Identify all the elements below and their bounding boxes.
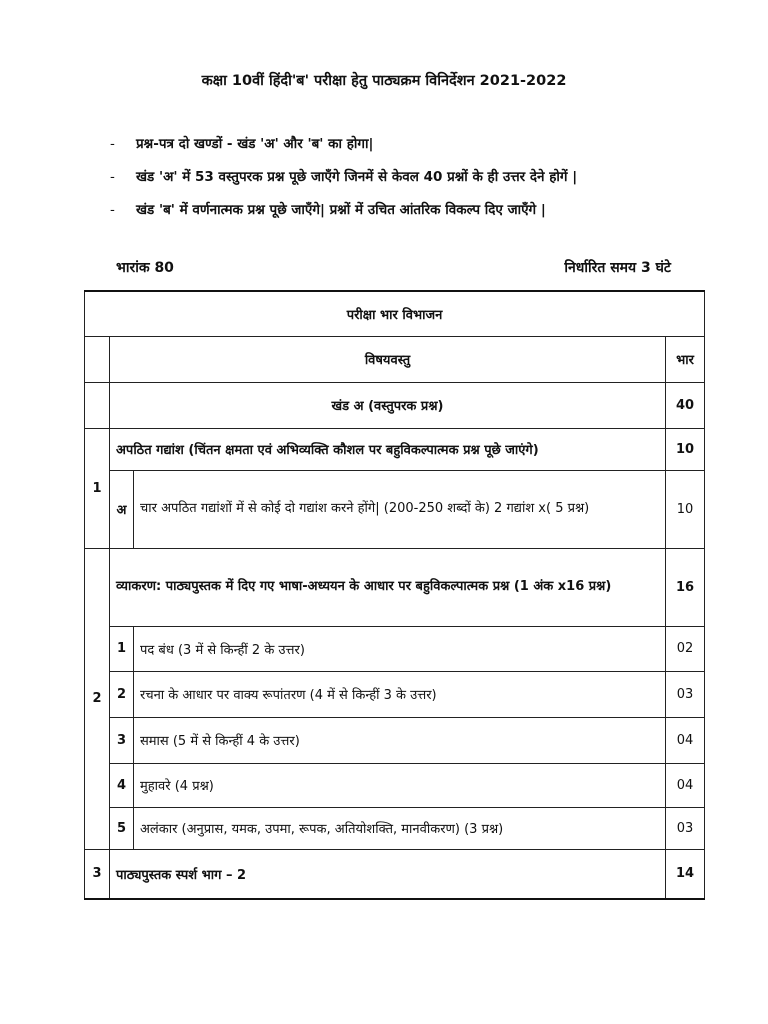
sub-item-text: रचना के आधार पर वाक्य रूपांतरण (4 में से किन्हीं 3 के उत्तर) <box>134 671 666 717</box>
total-marks: भारांक 80 <box>116 260 174 276</box>
item-title: व्याकरण: पाठ्यपुस्तक में दिए गए भाषा-अध्ययन के आधार पर बहुविकल्पात्मक प्रश्न (1 अंक x16 प्रश्न) <box>110 548 666 626</box>
section-a-label: खंड अ (वस्तुपरक प्रश्न) <box>110 382 666 428</box>
sub-item-number: 3 <box>110 717 134 763</box>
weightage-table <box>84 290 705 900</box>
sub-item-weight: 04 <box>666 717 705 763</box>
item-title: अपठित गद्यांश (चिंतन क्षमता एवं अभिव्यक्ति कौशल पर बहुविकल्पात्मक प्रश्न पूछे जाएंगे) <box>110 428 666 470</box>
table-row <box>85 626 705 671</box>
section-a-row <box>85 382 705 428</box>
table-row <box>85 470 705 548</box>
table-row <box>85 849 705 899</box>
bullet-marker: - <box>110 202 115 218</box>
header-weight: भार <box>666 336 705 382</box>
sub-item-text: समास (5 में से किन्हीं 4 के उत्तर) <box>134 717 666 763</box>
item-number: 1 <box>85 428 110 548</box>
sub-item-text: मुहावरे (4 प्रश्न) <box>134 763 666 807</box>
sub-item-number: 1 <box>110 626 134 671</box>
item-weight: 10 <box>666 428 705 470</box>
section-a-weight: 40 <box>666 382 705 428</box>
sub-item-weight: 03 <box>666 671 705 717</box>
table-row <box>85 717 705 763</box>
table-row <box>85 807 705 849</box>
sub-item-number: अ <box>110 470 134 548</box>
bullet-marker: - <box>110 169 115 185</box>
item-number: 2 <box>85 548 110 849</box>
document-title: कक्षा 10वीं हिंदी'ब' परीक्षा हेतु पाठ्यक्रम विनिर्देशन 2021-2022 <box>201 73 567 89</box>
item-title: पाठ्यपुस्तक स्पर्श भाग – 2 <box>110 849 666 899</box>
instruction-item <box>108 128 728 161</box>
sub-item-text: अलंकार (अनुप्रास, यमक, उपमा, रूपक, अतियोशक्ति, मानवीकरण) (3 प्रश्न) <box>134 807 666 849</box>
header-content: विषयवस्तु <box>110 336 666 382</box>
sub-item-number: 4 <box>110 763 134 807</box>
bullet-marker: - <box>110 136 115 152</box>
instruction-text: खंड 'ब' में वर्णनात्मक प्रश्न पूछे जाएँगे| प्रश्नों में उचित आंतरिक विकल्प दिए जाएँगे | <box>136 202 546 218</box>
table-caption: परीक्षा भार विभाजन <box>85 291 705 336</box>
instruction-text: खंड 'अ' में 53 वस्तुपरक प्रश्न पूछे जाएँगे जिनमें से केवल 40 प्रश्नों के ही उत्तर देने होगें | <box>136 169 578 185</box>
table-row <box>85 763 705 807</box>
table-row <box>85 548 705 626</box>
sub-item-weight: 03 <box>666 807 705 849</box>
instruction-item <box>108 194 728 227</box>
sub-item-number: 2 <box>110 671 134 717</box>
table-row <box>85 671 705 717</box>
instruction-text: प्रश्न-पत्र दो खण्डों - खंड 'अ' और 'ब' का होगा| <box>136 136 374 152</box>
table-row <box>85 428 705 470</box>
sub-item-weight: 10 <box>666 470 705 548</box>
item-weight: 16 <box>666 548 705 626</box>
sub-item-text: चार अपठित गद्यांशों में से कोई दो गद्यांश करने होंगे| (200-250 शब्दों के) 2 गद्यांश x( 5 प्रश्न) <box>134 470 666 548</box>
time-allowed: निर्धारित समय 3 घंटे <box>564 260 671 276</box>
sub-item-text: पद बंध (3 में से किन्हीं 2 के उत्तर) <box>134 626 666 671</box>
instruction-item <box>108 161 728 194</box>
sub-item-weight: 04 <box>666 763 705 807</box>
table-caption-row <box>85 291 705 336</box>
item-weight: 14 <box>666 849 705 899</box>
table-header-row <box>85 336 705 382</box>
sub-item-number: 5 <box>110 807 134 849</box>
sub-item-weight: 02 <box>666 626 705 671</box>
instruction-list <box>108 128 728 227</box>
item-number: 3 <box>85 849 110 899</box>
